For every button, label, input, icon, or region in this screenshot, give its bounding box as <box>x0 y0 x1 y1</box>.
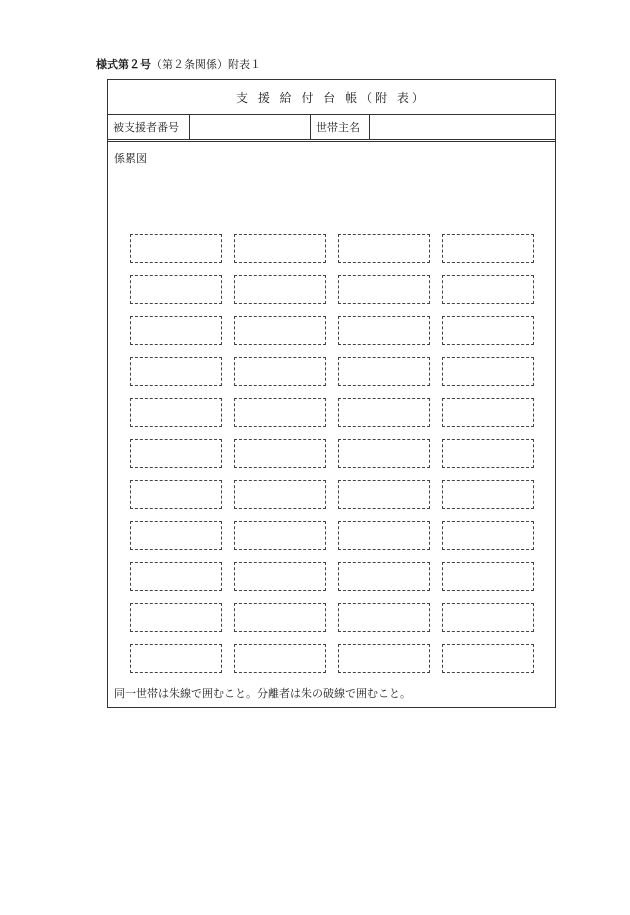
family-member-box[interactable] <box>338 275 430 304</box>
family-member-box[interactable] <box>442 316 534 345</box>
family-member-box[interactable] <box>338 357 430 386</box>
ledger-frame <box>107 79 556 708</box>
info-row <box>108 115 555 142</box>
family-member-box[interactable] <box>234 275 326 304</box>
family-member-box[interactable] <box>234 603 326 632</box>
family-member-box[interactable] <box>130 398 222 427</box>
family-member-box[interactable] <box>130 234 222 263</box>
family-member-box[interactable] <box>338 521 430 550</box>
family-member-box[interactable] <box>338 480 430 509</box>
family-member-box[interactable] <box>442 644 534 673</box>
family-member-box[interactable] <box>130 644 222 673</box>
family-member-box[interactable] <box>234 521 326 550</box>
family-member-box[interactable] <box>338 603 430 632</box>
family-member-box[interactable] <box>234 316 326 345</box>
recipient-number-label: 被支援者番号 <box>108 115 190 139</box>
family-diagram-grid <box>130 234 536 673</box>
family-member-box[interactable] <box>442 480 534 509</box>
household-head-label: 世帯主名 <box>311 115 370 139</box>
family-member-box[interactable] <box>442 234 534 263</box>
family-member-box[interactable] <box>130 480 222 509</box>
family-member-box[interactable] <box>130 562 222 591</box>
family-member-box[interactable] <box>442 357 534 386</box>
family-member-box[interactable] <box>442 521 534 550</box>
family-member-box[interactable] <box>130 439 222 468</box>
form-code: 様式第２号 <box>96 58 151 71</box>
form-heading <box>96 58 261 72</box>
family-member-box[interactable] <box>234 439 326 468</box>
family-member-box[interactable] <box>442 275 534 304</box>
family-member-box[interactable] <box>130 521 222 550</box>
family-member-box[interactable] <box>130 357 222 386</box>
family-member-box[interactable] <box>234 357 326 386</box>
family-member-box[interactable] <box>442 603 534 632</box>
family-member-box[interactable] <box>234 398 326 427</box>
instruction-note: 同一世帯は朱線で囲むこと。分離者は朱の破線で囲むこと。 <box>114 687 411 700</box>
family-member-box[interactable] <box>338 439 430 468</box>
family-diagram-label: 係累図 <box>114 152 147 165</box>
family-member-box[interactable] <box>338 644 430 673</box>
household-head-field[interactable] <box>370 115 555 139</box>
family-member-box[interactable] <box>338 562 430 591</box>
family-member-box[interactable] <box>130 316 222 345</box>
ledger-title: 支 援 給 付 台 帳（附 表） <box>108 80 555 115</box>
family-member-box[interactable] <box>234 562 326 591</box>
family-member-box[interactable] <box>442 562 534 591</box>
family-member-box[interactable] <box>442 439 534 468</box>
family-member-box[interactable] <box>234 644 326 673</box>
family-member-box[interactable] <box>338 234 430 263</box>
form-reference: （第２条関係）附表１ <box>151 58 261 71</box>
family-member-box[interactable] <box>234 480 326 509</box>
family-member-box[interactable] <box>234 234 326 263</box>
family-member-box[interactable] <box>338 316 430 345</box>
family-member-box[interactable] <box>130 603 222 632</box>
family-member-box[interactable] <box>130 275 222 304</box>
family-member-box[interactable] <box>338 398 430 427</box>
recipient-number-field[interactable] <box>190 115 311 139</box>
family-member-box[interactable] <box>442 398 534 427</box>
